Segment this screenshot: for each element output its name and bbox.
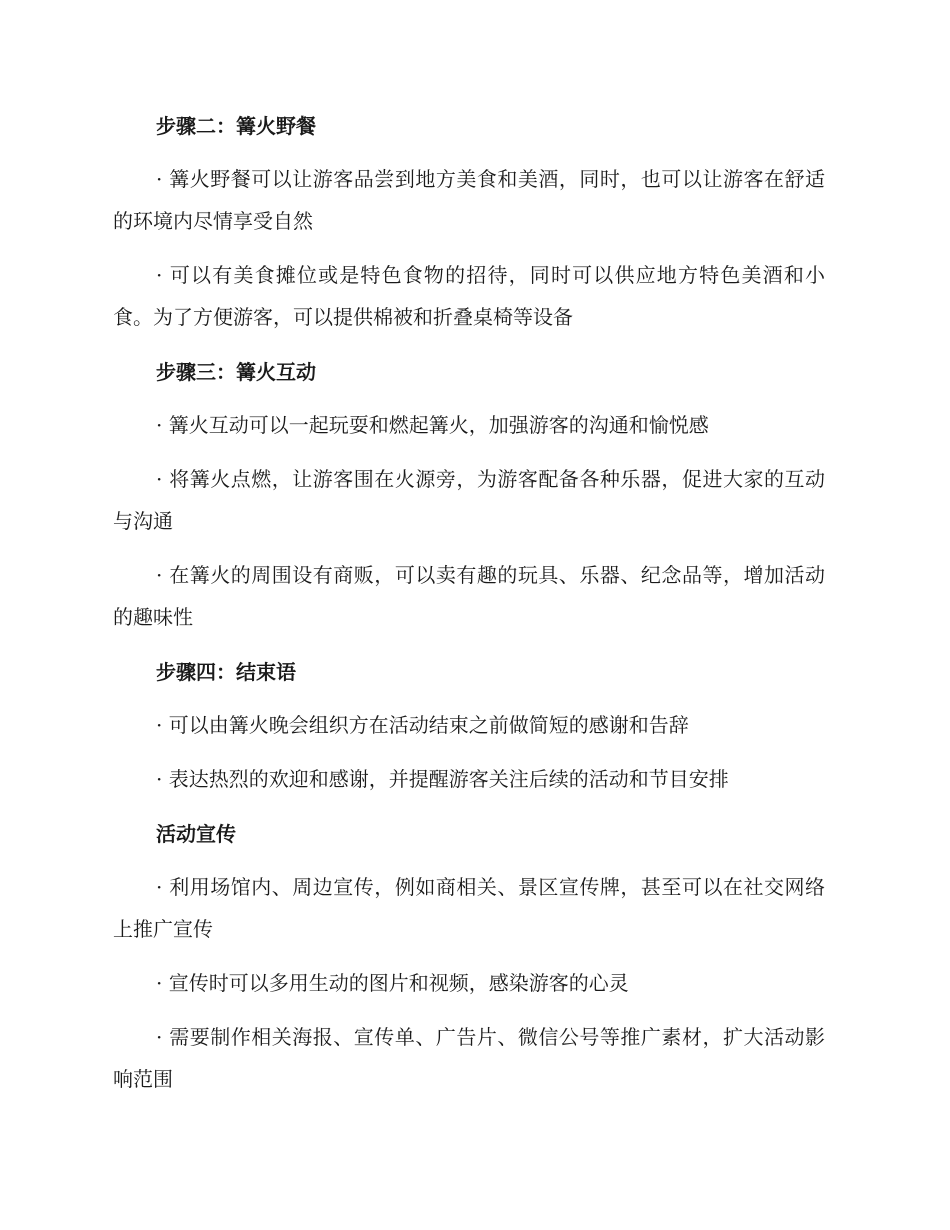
paragraph: · 需要制作相关海报、宣传单、广告片、微信公号等推广素材，扩大活动影响范围 xyxy=(113,1025,825,1091)
paragraph: · 宣传时可以多用生动的图片和视频，感染游客的心灵 xyxy=(156,971,629,995)
section-heading-step-4: 步骤四：结束语 xyxy=(156,660,296,684)
paragraph: · 将篝火点燃，让游客围在火源旁，为游客配备各种乐器，促进大家的互动与沟通 xyxy=(113,467,825,533)
paragraph: · 在篝火的周围设有商贩，可以卖有趣的玩具、乐器、纪念品等，增加活动的趣味性 xyxy=(113,563,825,629)
section-heading-step-2: 步骤二：篝火野餐 xyxy=(156,114,316,138)
paragraph: · 篝火互动可以一起玩耍和燃起篝火，加强游客的沟通和愉悦感 xyxy=(156,413,709,437)
paragraph: · 利用场馆内、周边宣传，例如商相关、景区宣传牌，甚至可以在社交网络上推广宣传 xyxy=(113,875,825,941)
document-page xyxy=(113,104,825,1112)
paragraph: · 篝火野餐可以让游客品尝到地方美食和美酒，同时，也可以让游客在舒适的环境内尽情享受自然 xyxy=(113,167,825,233)
paragraph: · 可以有美食摊位或是特色食物的招待，同时可以供应地方特色美酒和小食。为了方便游客，可以提供棉被和折叠桌椅等设备 xyxy=(113,263,825,329)
paragraph: · 可以由篝火晚会组织方在活动结束之前做简短的感谢和告辞 xyxy=(156,713,689,737)
section-heading-step-3: 步骤三：篝火互动 xyxy=(156,360,316,384)
paragraph: · 表达热烈的欢迎和感谢，并提醒游客关注后续的活动和节目安排 xyxy=(156,767,729,791)
section-heading-promotion: 活动宣传 xyxy=(156,822,236,846)
